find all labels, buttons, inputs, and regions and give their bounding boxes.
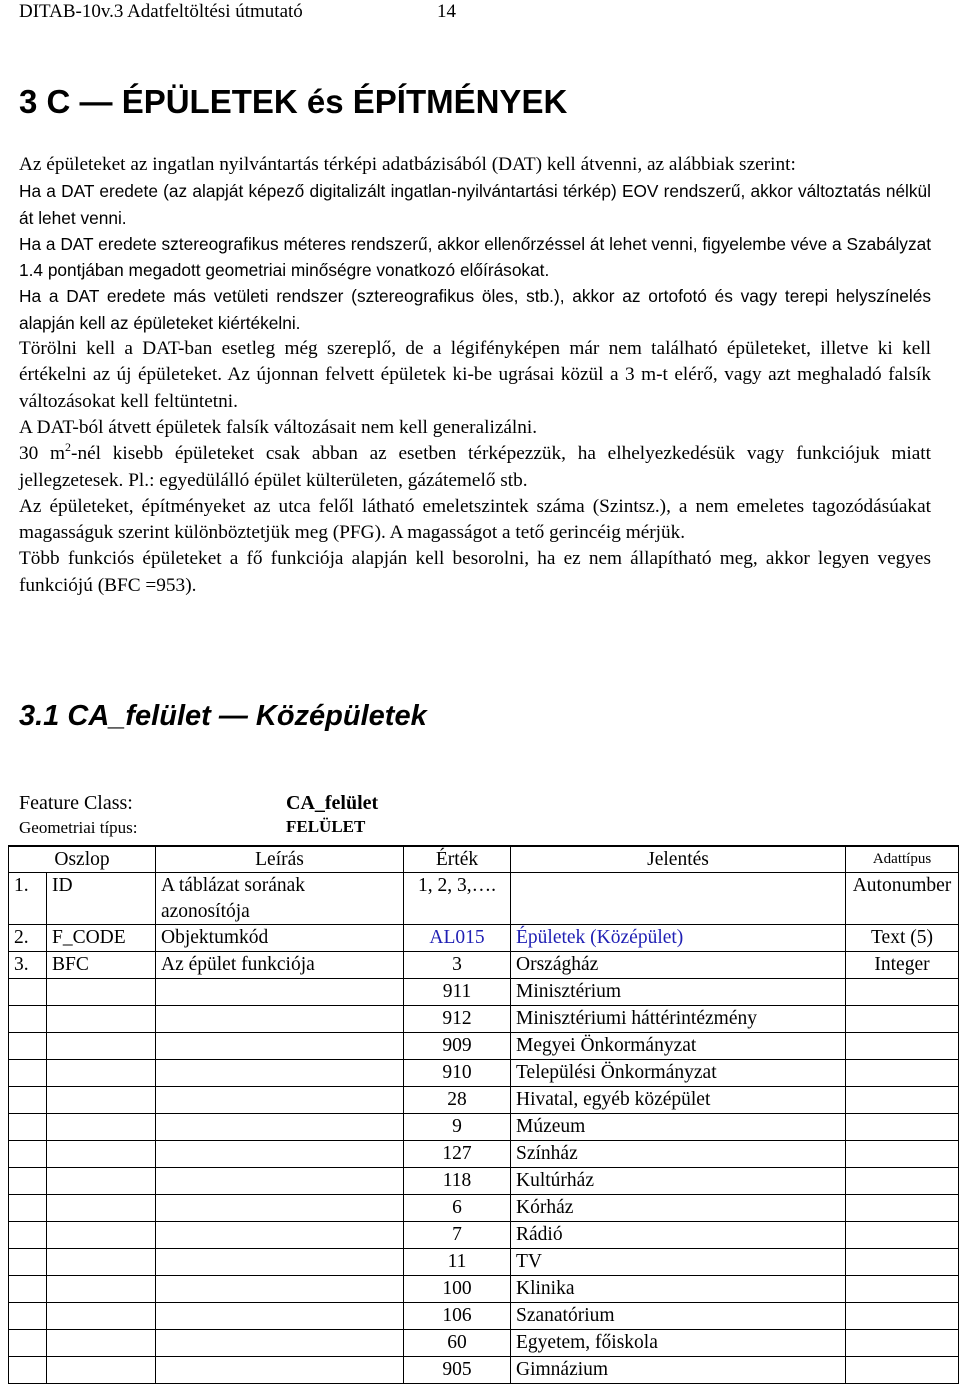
cell-meaning: Települési Önkormányzat xyxy=(511,1060,846,1087)
cell-number: 2. xyxy=(9,925,47,952)
cell-description xyxy=(156,1303,404,1330)
cell-description xyxy=(156,1357,404,1384)
cell-meaning xyxy=(511,873,846,925)
page-header xyxy=(19,0,939,26)
cell-value: 7 xyxy=(404,1222,511,1249)
cell-value: 9 xyxy=(404,1114,511,1141)
cell-number xyxy=(9,1357,47,1384)
geometry-type-value: FELÜLET xyxy=(286,817,366,836)
section-body xyxy=(19,152,931,599)
cell-value: 11 xyxy=(404,1249,511,1276)
paragraph-other-projection: Ha a DAT eredete más vetületi rendszer (sztereografikus öles, stb.), akkor az ortofotó és vagy terepi helyszínelés alapján kell az épületeket kiértékelni. xyxy=(19,286,931,333)
cell-meaning: Épületek (Középület) xyxy=(511,925,846,952)
geometry-type-label: Geometriai típus: xyxy=(19,818,138,837)
cell-description: Az épület funkciója xyxy=(156,952,404,979)
section-title: 3 C — ÉPÜLETEK és ÉPÍTMÉNYEK xyxy=(19,83,568,120)
cell-value: 60 xyxy=(404,1330,511,1357)
cell-column xyxy=(47,1276,156,1303)
cell-description xyxy=(156,1141,404,1168)
page-number: 14 xyxy=(437,1,456,22)
table-row xyxy=(9,1357,959,1384)
cell-meaning: Megyei Önkormányzat xyxy=(511,1033,846,1060)
cell-datatype xyxy=(846,1168,959,1195)
table-row xyxy=(9,1222,959,1249)
table-row xyxy=(9,1330,959,1357)
cell-value: 909 xyxy=(404,1033,511,1060)
cell-datatype xyxy=(846,1195,959,1222)
table-row xyxy=(9,1006,959,1033)
table-row xyxy=(9,979,959,1006)
cell-number xyxy=(9,1168,47,1195)
paragraph-eov: Ha a DAT eredete (az alapját képező digitalizált ingatlan-nyilvántartási térkép) EOV rendszerű, akkor változtatás nélkül át lehet venni. xyxy=(19,181,931,228)
cell-column: F_CODE xyxy=(47,925,156,952)
cell-description xyxy=(156,1114,404,1141)
cell-number xyxy=(9,1276,47,1303)
cell-meaning: Gimnázium xyxy=(511,1357,846,1384)
cell-datatype xyxy=(846,1249,959,1276)
cell-column: ID xyxy=(47,873,156,925)
cell-description: Objektumkód xyxy=(156,925,404,952)
cell-column xyxy=(47,1168,156,1195)
cell-description: A táblázat sorának azonosítója xyxy=(156,873,404,925)
cell-column xyxy=(47,1330,156,1357)
cell-datatype: Text (5) xyxy=(846,925,959,952)
table-row xyxy=(9,873,959,925)
cell-number xyxy=(9,1330,47,1357)
cell-number xyxy=(9,1222,47,1249)
cell-datatype xyxy=(846,1006,959,1033)
header-description: Leírás xyxy=(156,846,404,873)
cell-description xyxy=(156,1087,404,1114)
table-row xyxy=(9,1303,959,1330)
table-row xyxy=(9,1249,959,1276)
table-row xyxy=(9,1141,959,1168)
table-row xyxy=(9,1276,959,1303)
cell-column xyxy=(47,979,156,1006)
cell-number: 3. xyxy=(9,952,47,979)
cell-meaning: Kultúrház xyxy=(511,1168,846,1195)
cell-description xyxy=(156,1006,404,1033)
cell-description xyxy=(156,1222,404,1249)
cell-datatype xyxy=(846,1087,959,1114)
cell-value: 911 xyxy=(404,979,511,1006)
cell-column xyxy=(47,1357,156,1384)
cell-column xyxy=(47,1114,156,1141)
header-datatype: Adattípus xyxy=(846,846,959,873)
cell-value: 6 xyxy=(404,1195,511,1222)
table-row xyxy=(9,1195,959,1222)
cell-meaning: Szanatórium xyxy=(511,1303,846,1330)
document-id: DITAB-10v.3 Adatfeltöltési útmutató xyxy=(19,1,303,22)
paragraph-small-buildings xyxy=(19,441,931,494)
cell-column xyxy=(47,1249,156,1276)
table-row xyxy=(9,1168,959,1195)
cell-number xyxy=(9,1060,47,1087)
table-row xyxy=(9,952,959,979)
cell-datatype xyxy=(846,979,959,1006)
paragraph-small-buildings-text: -nél kisebb épületeket csak abban az esetben térképezzük, ha elhelyezkedésük vagy funkciójuk miatt jellegzetesek. Pl.: egyedülálló épület külterületen, gázátemelő stb. xyxy=(19,443,931,491)
cell-description xyxy=(156,1249,404,1276)
cell-value: 100 xyxy=(404,1276,511,1303)
cell-description xyxy=(156,1330,404,1357)
cell-column xyxy=(47,1195,156,1222)
cell-number xyxy=(9,1141,47,1168)
cell-description xyxy=(156,1168,404,1195)
cell-number xyxy=(9,1249,47,1276)
cell-value: 106 xyxy=(404,1303,511,1330)
table-row xyxy=(9,1060,959,1087)
cell-datatype xyxy=(846,1114,959,1141)
cell-meaning: Hivatal, egyéb középület xyxy=(511,1087,846,1114)
cell-value: 905 xyxy=(404,1357,511,1384)
feature-class-label: Feature Class: xyxy=(19,792,133,814)
cell-number xyxy=(9,1033,47,1060)
table-row xyxy=(9,1033,959,1060)
cell-column: BFC xyxy=(47,952,156,979)
cell-description xyxy=(156,1195,404,1222)
cell-value: 127 xyxy=(404,1141,511,1168)
cell-value: 910 xyxy=(404,1060,511,1087)
subsection-title: 3.1 CA_felület — Középületek xyxy=(19,700,427,732)
cell-number xyxy=(9,1087,47,1114)
table-row xyxy=(9,925,959,952)
cell-number xyxy=(9,1195,47,1222)
cell-number xyxy=(9,979,47,1006)
cell-number: 1. xyxy=(9,873,47,925)
cell-value: 118 xyxy=(404,1168,511,1195)
cell-datatype xyxy=(846,1276,959,1303)
cell-datatype xyxy=(846,1060,959,1087)
cell-column xyxy=(47,1222,156,1249)
cell-datatype: Autonumber xyxy=(846,873,959,925)
cell-meaning: Rádió xyxy=(511,1222,846,1249)
paragraph-intro: Az épületeket az ingatlan nyilvántartás térképi adatbázisából (DAT) kell átvenni, az alábbiak szerint: xyxy=(19,154,796,175)
cell-column xyxy=(47,1141,156,1168)
header-meaning: Jelentés xyxy=(511,846,846,873)
cell-meaning: Színház xyxy=(511,1141,846,1168)
paragraph-multifunction: Több funkciós épületeket a fő funkciója alapján kell besorolni, ha ez nem állapítható meg, akkor legyen vegyes funkciójú (BFC =953). xyxy=(19,548,931,596)
cell-value: 912 xyxy=(404,1006,511,1033)
cell-datatype xyxy=(846,1222,959,1249)
table-row xyxy=(9,1114,959,1141)
cell-meaning: Múzeum xyxy=(511,1114,846,1141)
paragraph-delete: Törölni kell a DAT-ban esetleg még szereplő, de a légifényképen már nem található épületeket, illetve ki kell értékelni az új épületeket. Az újonnan felvett épületek ki-be ugrásai közül a 3 m-t elérő, vagy azt meghaladó falsík változásokat kell feltüntetni. xyxy=(19,338,931,412)
table-row xyxy=(9,1087,959,1114)
cell-description xyxy=(156,1033,404,1060)
cell-column xyxy=(47,1303,156,1330)
cell-meaning: Minisztériumi háttérintézmény xyxy=(511,1006,846,1033)
cell-column xyxy=(47,1087,156,1114)
paragraph-floors: Az épületeket, építményeket az utca felől látható emeletszintek száma (Szintsz.), a nem emeletes tagozódásúakat magasságuk szerint különböztetjük meg (PFG). A magasságot a tető gerincéig mérjük. xyxy=(19,495,931,544)
area-value: 30 m xyxy=(19,443,66,465)
area-exponent: 2 xyxy=(65,440,72,455)
cell-number xyxy=(9,1114,47,1141)
cell-column xyxy=(47,1033,156,1060)
cell-value: 28 xyxy=(404,1087,511,1114)
cell-meaning: Minisztérium xyxy=(511,979,846,1006)
cell-datatype xyxy=(846,1033,959,1060)
cell-meaning: Egyetem, főiskola xyxy=(511,1330,846,1357)
cell-value: 1, 2, 3,…. xyxy=(404,873,511,925)
cell-datatype xyxy=(846,1303,959,1330)
table-header-row xyxy=(9,846,959,873)
cell-meaning: Kórház xyxy=(511,1195,846,1222)
paragraph-generalize: A DAT-ból átvett épületek falsík változásait nem kell generalizálni. xyxy=(19,416,538,438)
cell-value: 3 xyxy=(404,952,511,979)
cell-datatype xyxy=(846,1141,959,1168)
cell-meaning: Országház xyxy=(511,952,846,979)
cell-value: AL015 xyxy=(404,925,511,952)
cell-datatype: Integer xyxy=(846,952,959,979)
paragraph-stereographic: Ha a DAT eredete sztereografikus méteres rendszerű, akkor ellenőrzéssel át lehet venni, figyelembe véve a Szabályzat 1.4 pontjában megadott geometriai minőségre vonatkozó előírásokat. xyxy=(19,233,931,281)
cell-description xyxy=(156,1060,404,1087)
cell-column xyxy=(47,1060,156,1087)
cell-number xyxy=(9,1303,47,1330)
header-value: Érték xyxy=(404,846,511,873)
cell-number xyxy=(9,1006,47,1033)
cell-meaning: TV xyxy=(511,1249,846,1276)
cell-description xyxy=(156,979,404,1006)
cell-column xyxy=(47,1006,156,1033)
feature-class-value: CA_felület xyxy=(286,792,379,814)
cell-datatype xyxy=(846,1357,959,1384)
header-column: Oszlop xyxy=(9,846,156,873)
cell-datatype xyxy=(846,1330,959,1357)
attribute-table xyxy=(8,845,959,1384)
cell-meaning: Klinika xyxy=(511,1276,846,1303)
cell-description xyxy=(156,1276,404,1303)
